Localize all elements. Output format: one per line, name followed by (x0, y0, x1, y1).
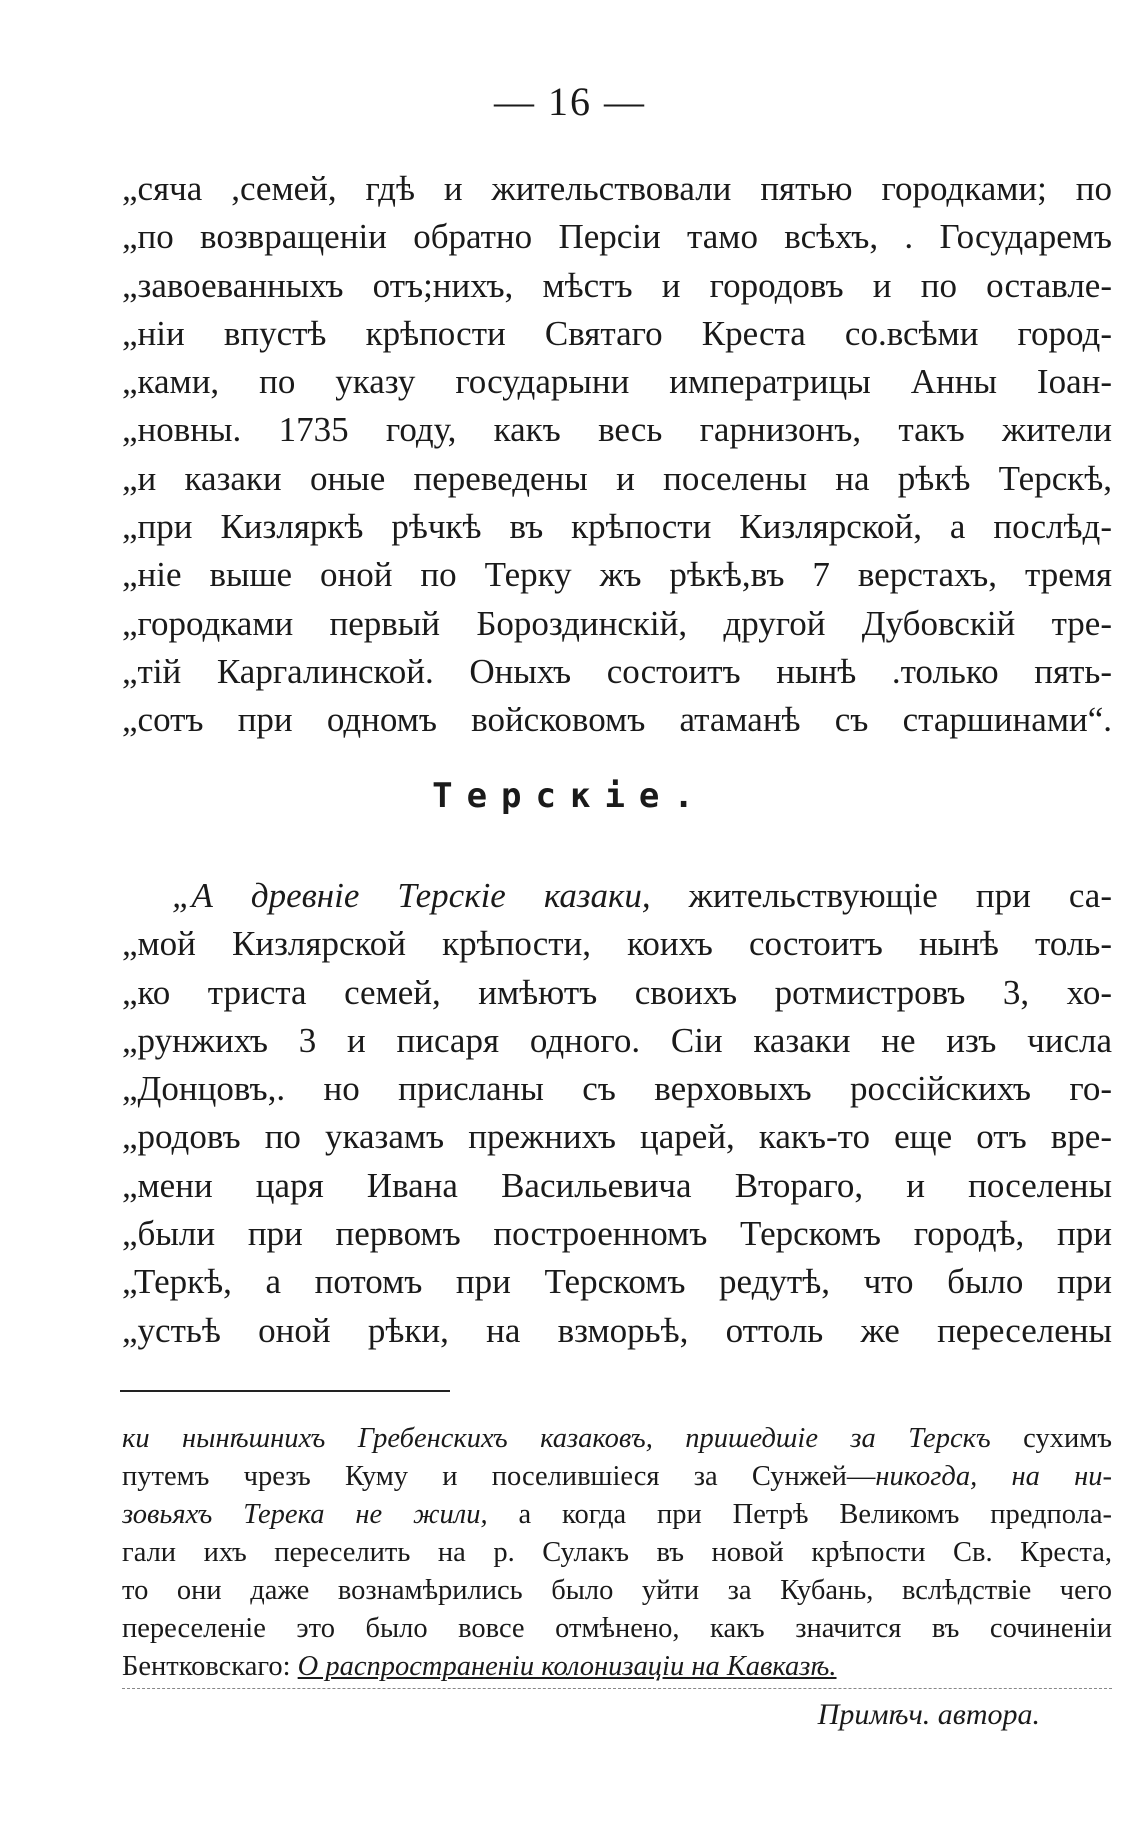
author-note-signature: Примѣч. автора. (817, 1698, 1040, 1731)
text-line: „Донцовъ,. но присланы съ верховыхъ россійскихъ го- (122, 1069, 1112, 1109)
signature-divider (122, 1688, 1112, 1690)
text-run: жительствующіе при са- (650, 876, 1112, 915)
text-run: а когда при Петрѣ Великомъ предпола- (487, 1499, 1112, 1530)
main-text-block (122, 165, 1112, 745)
text-run: Бентковскаго: (122, 1651, 298, 1682)
text-run: сухимъ (990, 1423, 1112, 1454)
text-line: „мени царя Ивана Васильевича Втораго, и поселены (122, 1165, 1112, 1205)
text-line: „родовъ по указамъ прежнихъ царей, какъ-то еще отъ вре- (122, 1117, 1112, 1157)
italic-phrase: никогда, на ни- (875, 1461, 1112, 1492)
text-run: путемъ чрезъ Куму и поселившіеся за Сунжей— (122, 1461, 876, 1492)
italic-phrase: ки нынѣшнихъ Гребенскихъ казаковъ, пришедшіе за Терскъ (122, 1423, 991, 1454)
footnote-block (122, 1420, 1112, 1686)
text-line: „городками первый Бороздинскій, другой Дубовскій тре- (122, 603, 1112, 643)
section-heading: Терскіе. (432, 776, 708, 816)
book-title: О распространеніи колонизаціи на Кавказѣ. (297, 1651, 837, 1682)
text-line: „были при первомъ построенномъ Терскомъ городѣ, при (122, 1214, 1112, 1254)
italic-phrase: „А древніе Терскіе казаки, (172, 876, 651, 915)
text-line: „устьѣ оной рѣки, на взморьѣ, оттоль же переселены (122, 1310, 1112, 1350)
text-line: „сяча ,семей, гдѣ и жительствовали пятью городками; по (122, 169, 1112, 208)
text-line (122, 872, 1112, 920)
text-line: „рунжихъ 3 и писаря одного. Сіи казаки не изъ числа (122, 1020, 1112, 1060)
page-number: — 16 — (494, 79, 646, 124)
text-line: „сотъ при одномъ войсковомъ атаманѣ съ старшинами“. (122, 700, 1112, 740)
italic-phrase: зовьяхъ Терека не жили, (122, 1499, 488, 1530)
text-line: „Теркѣ, а потомъ при Терскомъ редутѣ, что было при (122, 1262, 1112, 1302)
text-line: „мой Кизлярской крѣпости, коихъ состоитъ нынѣ толь- (122, 924, 1112, 964)
text-line: „по возвращеніи обратно Персіи тамо всѣхъ, . Государемъ (122, 217, 1112, 257)
footnote-line (122, 1648, 1112, 1686)
text-line: „и казаки оные переведены и поселены на рѣкѣ Терскѣ, (122, 458, 1112, 498)
footnote-line: то они даже вознамѣрились было уйти за Кубань, вслѣдствіе чего (122, 1575, 1112, 1606)
text-line: „ками, по указу государыни императрицы Анны Іоан- (122, 362, 1112, 402)
footnote-line (122, 1458, 1112, 1496)
footnote-line: гали ихъ переселить на р. Сулакъ въ новой крѣпости Св. Креста, (122, 1537, 1112, 1568)
text-line: „ко триста семей, имѣютъ своихъ ротмистровъ 3, хо- (122, 972, 1112, 1012)
text-line: „при Кизляркѣ рѣчкѣ въ крѣпости Кизлярской, а послѣд- (122, 507, 1112, 547)
text-line: „завоеванныхъ отъ;нихъ, мѣстъ и городовъ и по оставле- (122, 265, 1112, 305)
footnote-line (122, 1496, 1112, 1534)
footnote-line (122, 1420, 1112, 1458)
footnote-line: переселеніе это было вовсе отмѣнено, какъ значится въ сочиненіи (122, 1613, 1112, 1644)
text-line: „новны. 1735 году, какъ весь гарнизонъ, такъ жители (122, 410, 1112, 450)
text-line: „ніе выше оной по Терку жъ рѣкѣ,въ 7 верстахъ, тремя (122, 555, 1112, 595)
text-line: „ніи впустѣ крѣпости Святаго Креста со.всѣми город- (122, 313, 1112, 353)
section-text-block (122, 872, 1112, 1355)
footnote-divider (120, 1390, 450, 1392)
text-line: „тій Каргалинской. Оныхъ состоитъ нынѣ .только пять- (122, 651, 1112, 691)
